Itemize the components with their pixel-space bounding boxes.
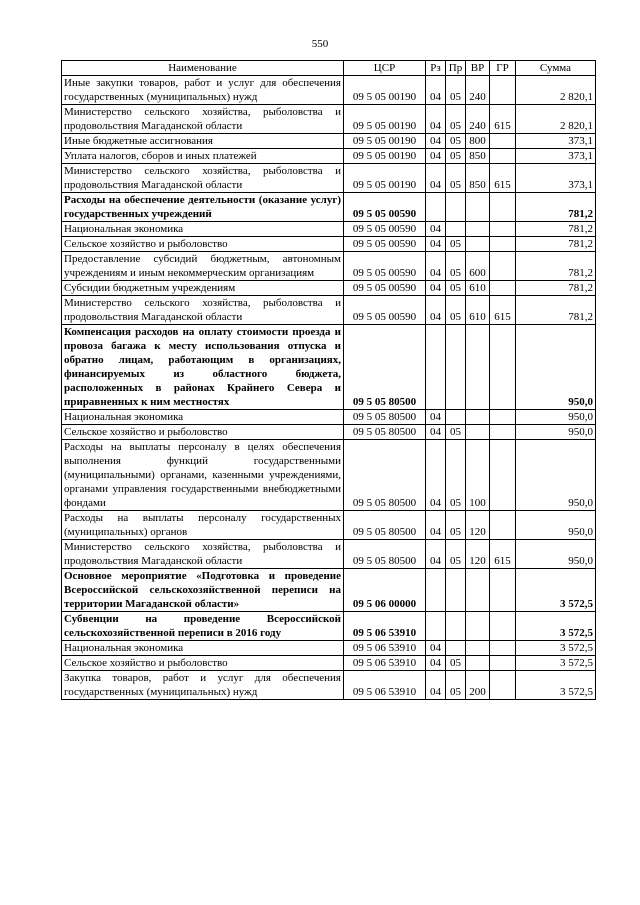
cell-vr: 240 bbox=[466, 105, 490, 134]
cell-sum: 373,1 bbox=[516, 134, 596, 149]
cell-vr: 100 bbox=[466, 440, 490, 511]
cell-pr bbox=[446, 612, 466, 641]
cell-name: Министерство сельского хозяйства, рыболовства и продовольствия Магаданской области bbox=[62, 105, 344, 134]
cell-rz bbox=[426, 193, 446, 222]
cell-rz: 04 bbox=[426, 656, 446, 671]
cell-gr bbox=[490, 641, 516, 656]
cell-sum: 2 820,1 bbox=[516, 76, 596, 105]
table-row bbox=[62, 410, 596, 425]
cell-csr: 09 5 06 53910 bbox=[344, 671, 426, 700]
cell-gr: 615 bbox=[490, 105, 516, 134]
cell-csr: 09 5 05 00590 bbox=[344, 281, 426, 296]
cell-csr: 09 5 05 00190 bbox=[344, 149, 426, 164]
cell-sum: 781,2 bbox=[516, 252, 596, 281]
table-row bbox=[62, 296, 596, 325]
cell-pr: 05 bbox=[446, 281, 466, 296]
cell-csr: 09 5 06 00000 bbox=[344, 569, 426, 612]
cell-name: Субвенции на проведение Всероссийской сельскохозяйственной переписи в 2016 году bbox=[62, 612, 344, 641]
table-row bbox=[62, 149, 596, 164]
cell-csr: 09 5 05 80500 bbox=[344, 511, 426, 540]
cell-sum: 781,2 bbox=[516, 193, 596, 222]
cell-gr bbox=[490, 325, 516, 410]
cell-name: Национальная экономика bbox=[62, 222, 344, 237]
cell-pr bbox=[446, 569, 466, 612]
cell-vr: 610 bbox=[466, 281, 490, 296]
cell-vr: 200 bbox=[466, 671, 490, 700]
cell-name: Сельское хозяйство и рыболовство bbox=[62, 425, 344, 440]
table-row bbox=[62, 641, 596, 656]
cell-rz: 04 bbox=[426, 511, 446, 540]
cell-name: Сельское хозяйство и рыболовство bbox=[62, 237, 344, 252]
cell-vr bbox=[466, 325, 490, 410]
table-row bbox=[62, 440, 596, 511]
cell-name: Расходы на выплаты персоналу государственных (муниципальных) органов bbox=[62, 511, 344, 540]
cell-rz: 04 bbox=[426, 105, 446, 134]
cell-sum: 781,2 bbox=[516, 296, 596, 325]
table-body bbox=[62, 76, 596, 700]
cell-rz: 04 bbox=[426, 440, 446, 511]
cell-name: Расходы на обеспечение деятельности (оказание услуг) государственных учреждений bbox=[62, 193, 344, 222]
cell-gr bbox=[490, 612, 516, 641]
cell-name: Компенсация расходов на оплату стоимости проезда и провоза багажа к месту использования отпуска и обратно лицам, работающим в организациях, финансируемых из областного бюджета, расположенных в районах Крайнего Севера и приравненных к ним местностях bbox=[62, 325, 344, 410]
cell-vr bbox=[466, 410, 490, 425]
cell-rz bbox=[426, 325, 446, 410]
cell-gr bbox=[490, 76, 516, 105]
table-row bbox=[62, 325, 596, 410]
cell-sum: 950,0 bbox=[516, 425, 596, 440]
cell-name: Закупка товаров, работ и услуг для обеспечения государственных (муниципальных) нужд bbox=[62, 671, 344, 700]
cell-gr bbox=[490, 569, 516, 612]
cell-pr: 05 bbox=[446, 440, 466, 511]
cell-vr bbox=[466, 612, 490, 641]
cell-vr bbox=[466, 193, 490, 222]
cell-sum: 950,0 bbox=[516, 325, 596, 410]
cell-rz: 04 bbox=[426, 410, 446, 425]
cell-gr bbox=[490, 134, 516, 149]
cell-rz: 04 bbox=[426, 252, 446, 281]
table-row bbox=[62, 252, 596, 281]
cell-pr: 05 bbox=[446, 76, 466, 105]
cell-rz: 04 bbox=[426, 641, 446, 656]
cell-pr: 05 bbox=[446, 105, 466, 134]
cell-vr: 850 bbox=[466, 164, 490, 193]
cell-name: Министерство сельского хозяйства, рыболовства и продовольствия Магаданской области bbox=[62, 164, 344, 193]
table-row bbox=[62, 511, 596, 540]
cell-rz: 04 bbox=[426, 76, 446, 105]
cell-vr bbox=[466, 641, 490, 656]
cell-csr: 09 5 05 80500 bbox=[344, 540, 426, 569]
cell-rz: 04 bbox=[426, 296, 446, 325]
table-row bbox=[62, 425, 596, 440]
cell-sum: 781,2 bbox=[516, 237, 596, 252]
cell-sum: 373,1 bbox=[516, 164, 596, 193]
cell-name: Министерство сельского хозяйства, рыболовства и продовольствия Магаданской области bbox=[62, 296, 344, 325]
cell-csr: 09 5 05 80500 bbox=[344, 425, 426, 440]
cell-gr bbox=[490, 237, 516, 252]
cell-sum: 3 572,5 bbox=[516, 656, 596, 671]
cell-name: Предоставление субсидий бюджетным, автономным учреждениям и иным некоммерческим организациям bbox=[62, 252, 344, 281]
cell-pr: 05 bbox=[446, 134, 466, 149]
cell-pr bbox=[446, 193, 466, 222]
cell-sum: 950,0 bbox=[516, 511, 596, 540]
cell-sum: 3 572,5 bbox=[516, 569, 596, 612]
cell-rz: 04 bbox=[426, 671, 446, 700]
table-header bbox=[62, 61, 596, 76]
cell-pr bbox=[446, 325, 466, 410]
table-row bbox=[62, 281, 596, 296]
cell-pr: 05 bbox=[446, 252, 466, 281]
cell-pr: 05 bbox=[446, 164, 466, 193]
table-row bbox=[62, 540, 596, 569]
cell-sum: 781,2 bbox=[516, 222, 596, 237]
table-row bbox=[62, 671, 596, 700]
cell-csr: 09 5 05 00190 bbox=[344, 105, 426, 134]
cell-gr bbox=[490, 671, 516, 700]
cell-csr: 09 5 05 80500 bbox=[344, 440, 426, 511]
cell-vr bbox=[466, 656, 490, 671]
cell-pr: 05 bbox=[446, 540, 466, 569]
cell-sum: 781,2 bbox=[516, 281, 596, 296]
header-gr: ГР bbox=[490, 61, 516, 76]
cell-gr bbox=[490, 440, 516, 511]
cell-csr: 09 5 06 53910 bbox=[344, 612, 426, 641]
header-name: Наименование bbox=[62, 61, 344, 76]
cell-sum: 2 820,1 bbox=[516, 105, 596, 134]
cell-rz: 04 bbox=[426, 164, 446, 193]
table-row bbox=[62, 656, 596, 671]
cell-vr: 800 bbox=[466, 134, 490, 149]
table-row bbox=[62, 105, 596, 134]
cell-csr: 09 5 05 00590 bbox=[344, 252, 426, 281]
cell-vr: 120 bbox=[466, 540, 490, 569]
cell-name: Национальная экономика bbox=[62, 410, 344, 425]
cell-gr: 615 bbox=[490, 540, 516, 569]
cell-pr: 05 bbox=[446, 511, 466, 540]
cell-sum: 950,0 bbox=[516, 440, 596, 511]
header-sum: Сумма bbox=[516, 61, 596, 76]
cell-csr: 09 5 05 80500 bbox=[344, 410, 426, 425]
cell-csr: 09 5 05 00190 bbox=[344, 134, 426, 149]
header-rz: Рз bbox=[426, 61, 446, 76]
cell-sum: 950,0 bbox=[516, 540, 596, 569]
cell-rz bbox=[426, 569, 446, 612]
cell-pr bbox=[446, 641, 466, 656]
cell-csr: 09 5 05 00190 bbox=[344, 76, 426, 105]
cell-csr: 09 5 06 53910 bbox=[344, 641, 426, 656]
cell-pr: 05 bbox=[446, 671, 466, 700]
cell-gr bbox=[490, 425, 516, 440]
header-vr: ВР bbox=[466, 61, 490, 76]
cell-pr: 05 bbox=[446, 149, 466, 164]
page-number: 550 bbox=[311, 38, 329, 50]
cell-sum: 3 572,5 bbox=[516, 612, 596, 641]
table-row bbox=[62, 569, 596, 612]
cell-vr: 610 bbox=[466, 296, 490, 325]
cell-vr: 120 bbox=[466, 511, 490, 540]
table-row bbox=[62, 76, 596, 105]
cell-pr bbox=[446, 222, 466, 237]
table-row bbox=[62, 164, 596, 193]
table-row bbox=[62, 237, 596, 252]
cell-gr bbox=[490, 193, 516, 222]
cell-sum: 3 572,5 bbox=[516, 671, 596, 700]
cell-pr: 05 bbox=[446, 296, 466, 325]
cell-rz: 04 bbox=[426, 222, 446, 237]
cell-csr: 09 5 05 00590 bbox=[344, 296, 426, 325]
cell-name: Расходы на выплаты персоналу в целях обеспечения выполнения функций государственными (муниципальными) органами, казенными учреждениями, органами управления государственными внебюджетными фондами bbox=[62, 440, 344, 511]
cell-csr: 09 5 05 00190 bbox=[344, 164, 426, 193]
cell-gr bbox=[490, 281, 516, 296]
cell-gr: 615 bbox=[490, 164, 516, 193]
cell-rz bbox=[426, 612, 446, 641]
header-pr: Пр bbox=[446, 61, 466, 76]
cell-name: Иные бюджетные ассигнования bbox=[62, 134, 344, 149]
cell-pr: 05 bbox=[446, 656, 466, 671]
cell-vr: 240 bbox=[466, 76, 490, 105]
cell-gr bbox=[490, 222, 516, 237]
cell-gr bbox=[490, 511, 516, 540]
cell-csr: 09 5 05 00590 bbox=[344, 237, 426, 252]
cell-sum: 950,0 bbox=[516, 410, 596, 425]
cell-name: Сельское хозяйство и рыболовство bbox=[62, 656, 344, 671]
table-row bbox=[62, 193, 596, 222]
cell-csr: 09 5 05 00590 bbox=[344, 193, 426, 222]
cell-vr bbox=[466, 569, 490, 612]
cell-gr bbox=[490, 149, 516, 164]
cell-name: Субсидии бюджетным учреждениям bbox=[62, 281, 344, 296]
cell-sum: 3 572,5 bbox=[516, 641, 596, 656]
cell-rz: 04 bbox=[426, 425, 446, 440]
cell-name: Основное мероприятие «Подготовка и проведение Всероссийской сельскохозяйственной переписи на территории Магаданской области» bbox=[62, 569, 344, 612]
cell-gr: 615 bbox=[490, 296, 516, 325]
cell-vr bbox=[466, 222, 490, 237]
cell-csr: 09 5 06 53910 bbox=[344, 656, 426, 671]
cell-rz: 04 bbox=[426, 149, 446, 164]
cell-vr bbox=[466, 425, 490, 440]
cell-name: Национальная экономика bbox=[62, 641, 344, 656]
cell-rz: 04 bbox=[426, 540, 446, 569]
cell-vr: 850 bbox=[466, 149, 490, 164]
cell-pr: 05 bbox=[446, 237, 466, 252]
table-row bbox=[62, 222, 596, 237]
cell-name: Министерство сельского хозяйства, рыболовства и продовольствия Магаданской области bbox=[62, 540, 344, 569]
cell-csr: 09 5 05 80500 bbox=[344, 325, 426, 410]
cell-vr: 600 bbox=[466, 252, 490, 281]
cell-name: Иные закупки товаров, работ и услуг для обеспечения государственных (муниципальных) нужд bbox=[62, 76, 344, 105]
header-csr: ЦСР bbox=[344, 61, 426, 76]
cell-rz: 04 bbox=[426, 281, 446, 296]
cell-gr bbox=[490, 252, 516, 281]
cell-pr bbox=[446, 410, 466, 425]
cell-name: Уплата налогов, сборов и иных платежей bbox=[62, 149, 344, 164]
budget-table bbox=[61, 60, 596, 700]
cell-rz: 04 bbox=[426, 237, 446, 252]
cell-rz: 04 bbox=[426, 134, 446, 149]
table-row bbox=[62, 134, 596, 149]
cell-gr bbox=[490, 410, 516, 425]
cell-vr bbox=[466, 237, 490, 252]
cell-sum: 373,1 bbox=[516, 149, 596, 164]
cell-pr: 05 bbox=[446, 425, 466, 440]
cell-gr bbox=[490, 656, 516, 671]
cell-csr: 09 5 05 00590 bbox=[344, 222, 426, 237]
table-row bbox=[62, 612, 596, 641]
